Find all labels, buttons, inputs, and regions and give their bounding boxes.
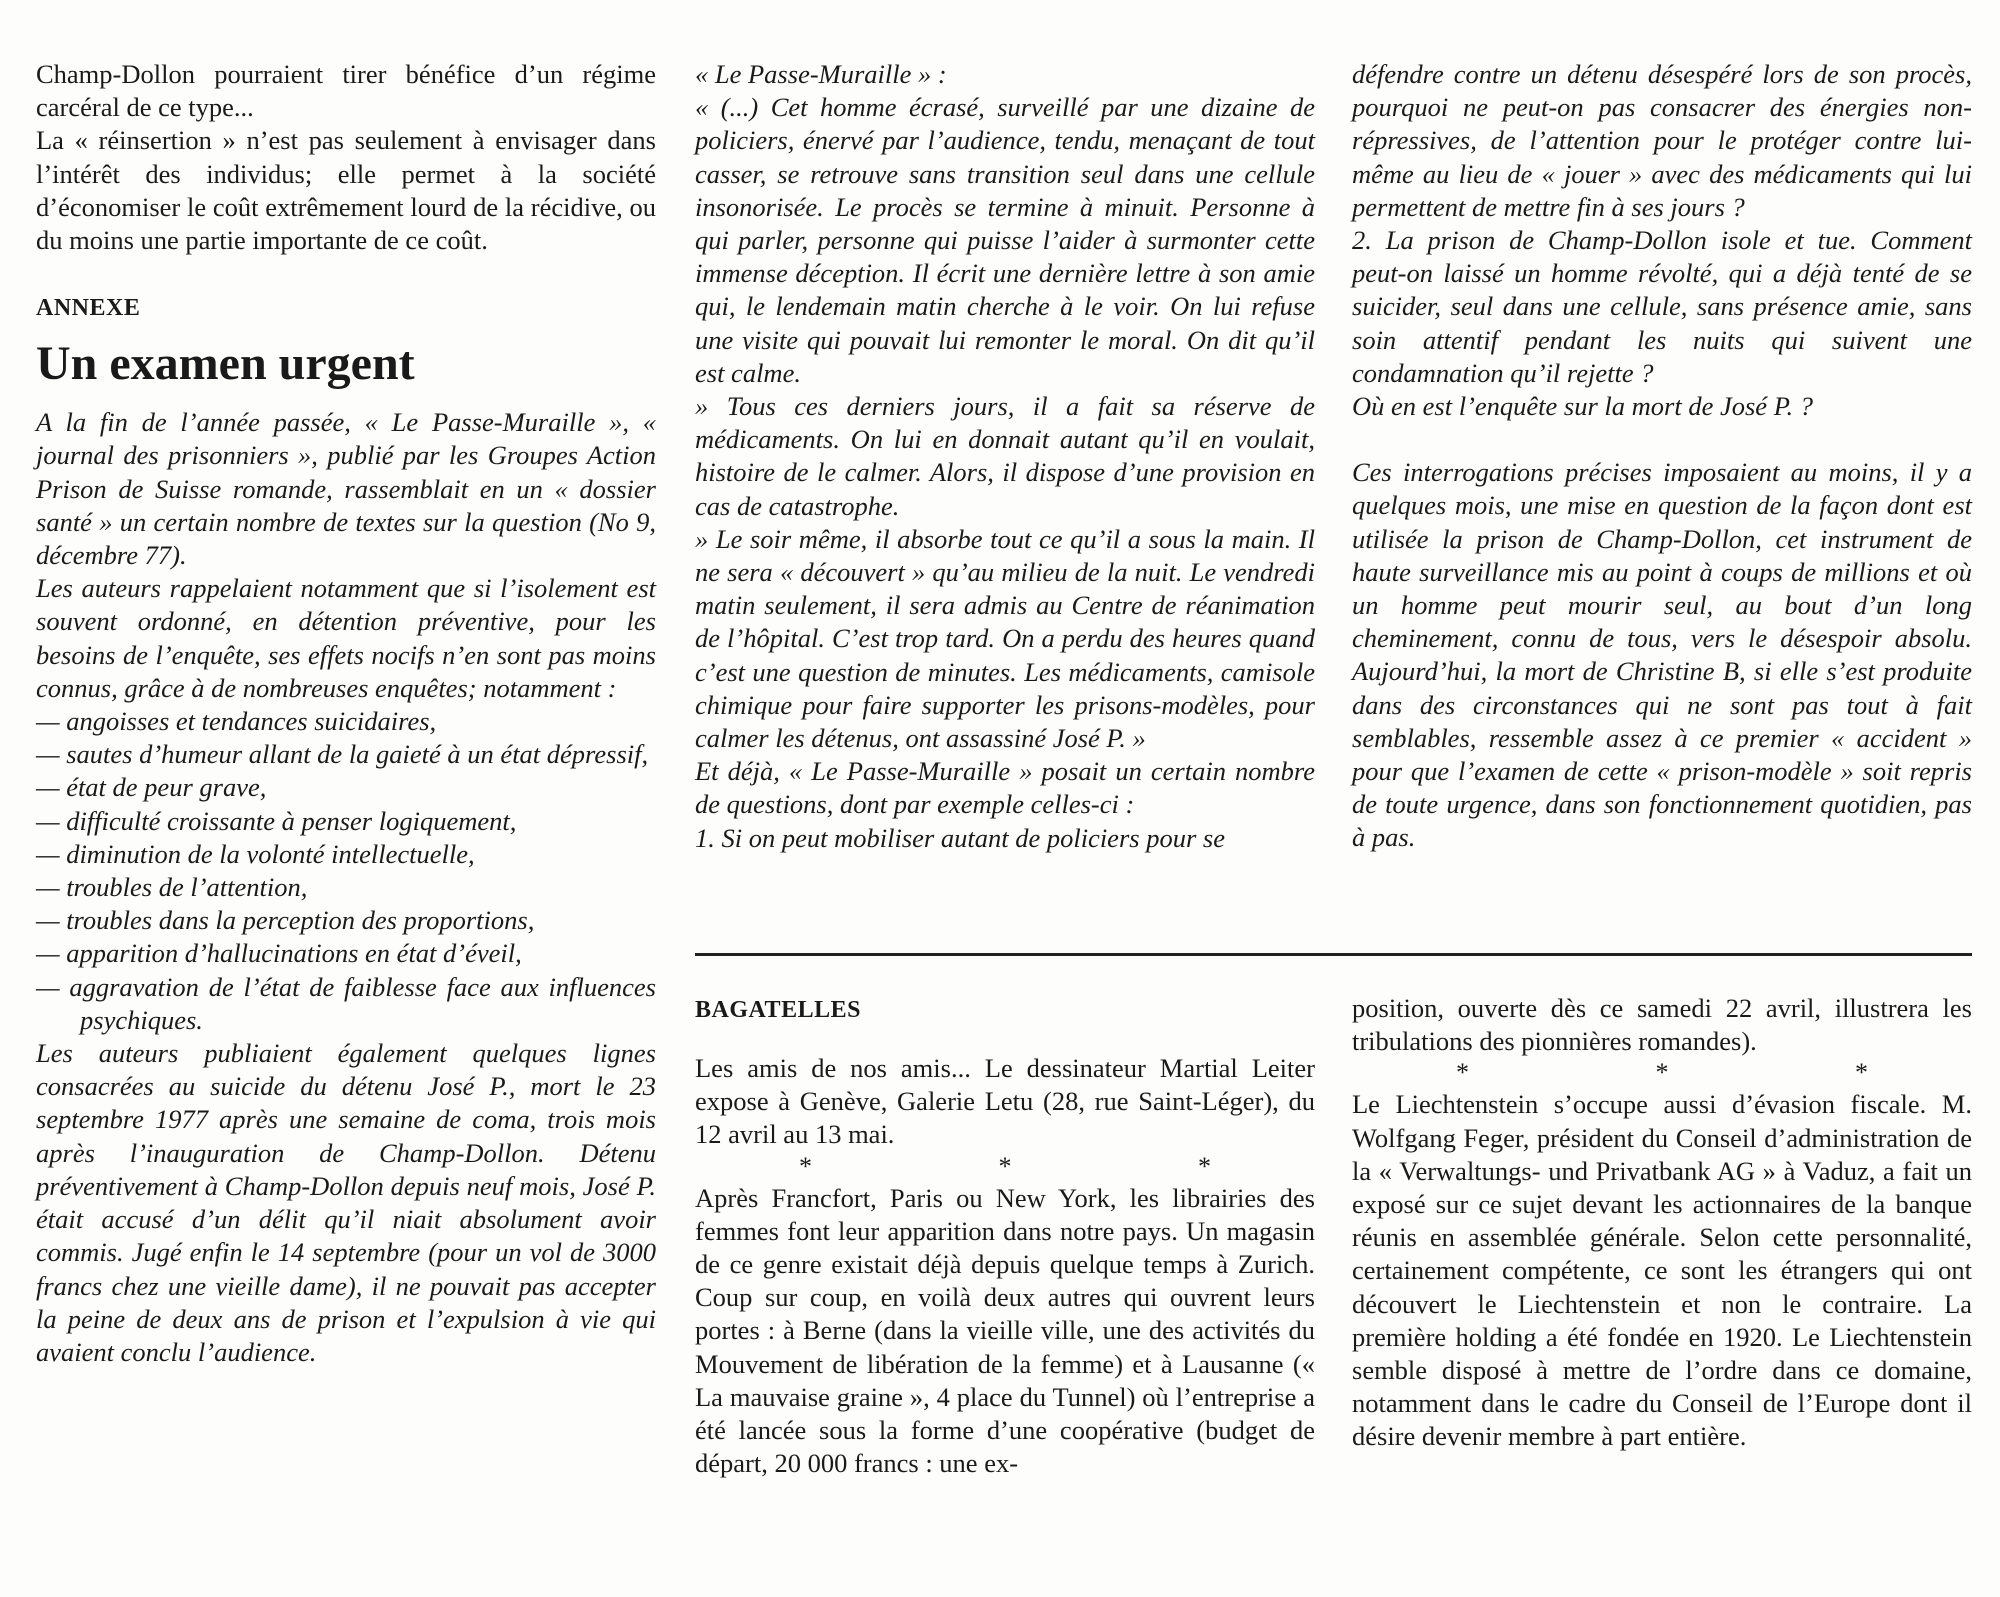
quote-paragraph-1: « (...) Cet homme écrasé, surveillé par une dizaine de policiers, énervé par l’audience, tendu, menaçant de tout casser, se retrouve sans transition seul dans une cellule insonorisée. Le procès se termine à minuit. Personne à qui parler, personne qui puisse l’aider à surmonter cette immense déception. Il écrit une dernière lettre à son amie qui, le lendemain matin cherche à le voir. On lui refuse une visite qui pouvait lui remonter le moral. On dit qu’il est calme.	[695, 92, 1315, 388]
section-label-bagatelles: BAGATELLES	[695, 997, 861, 1023]
list-item: — difficulté croissante à penser logiquement,	[36, 805, 517, 836]
column-2	[695, 58, 1315, 855]
article-paragraph-2: Les auteurs rappelaient notamment que si l’isolement est souvent ordonné, en détention préventive, pour les besoins de l’enquête, ses effets nocifs n’en sont pas moins connus, grâce à de nombreuses enquêtes; notamment :	[36, 573, 656, 703]
bagatelles-paragraph-2: Après Francfort, Paris ou New York, les librairies des femmes font leur apparition dans notre pays. Un magasin de ce genre existait déjà depuis quelque temps à Zurich. Coup sur coup, en voilà deux autres qui ouvrent leurs portes : à Berne (dans la vieille ville, une des activités du Mouvement de libération de la femme) et à Lausanne (« La mauvaise graine », 4 place du Tunnel) où l’entreprise a été lancée sous la forme d’une coopérative (budget de départ, 20 000 francs : une ex-	[695, 1182, 1315, 1479]
column-1	[36, 58, 656, 1369]
symptom-list	[36, 705, 656, 1037]
list-item: — sautes d’humeur allant de la gaieté à un état dépressif,	[36, 739, 649, 770]
quote-paragraph-3: » Le soir même, il absorbe tout ce qu’il a sous la main. Il ne sera « découvert » qu’au milieu de la nuit. Le vendredi matin seulement, il sera admis au Centre de réanimation de l’hôpital. C’est trop tard. On a perdu des heures quand c’est une question de minutes. Les médicaments, camisole chimique pour faire supporter les prisons-modèles, pour calmer les détenus, ont assassiné José P. »	[695, 523, 1315, 754]
spacer	[36, 257, 656, 290]
list-item: — angoisses et tendances suicidaires,	[36, 706, 437, 737]
section-divider	[695, 953, 1972, 956]
headline: Un examen urgent	[36, 337, 415, 391]
quote-paragraph-5: 1. Si on peut mobiliser autant de policiers pour se	[695, 822, 1225, 853]
quote-paragraph-2: » Tous ces derniers jours, il a fait sa réserve de médicaments. On lui en donnait autant qu’il en voulait, histoire de le calmer. Alors, il dispose d’une provision en cas de catastrophe.	[695, 391, 1315, 521]
section-label-annexe: ANNEXE	[36, 295, 141, 322]
article-paragraph-1: A la fin de l’année passée, « Le Passe-Muraille », « journal des prisonniers », publié par les Groupes Action Prison de Suisse romande, rassemblait en un « dossier santé » un certain nombre de textes sur la question (No 9, décembre 77).	[36, 407, 656, 571]
column-3	[1352, 58, 1972, 855]
list-item: — diminution de la volonté intellectuelle,	[36, 838, 475, 869]
list-item: — apparition d’hallucinations en état d’éveil,	[36, 938, 522, 969]
list-item: — troubles dans la perception des proportions,	[36, 905, 535, 936]
column3-paragraph-4: Ces interrogations précises imposaient au moins, il y a quelques mois, une mise en question de la façon dont est utilisée la prison de Champ-Dollon, cet instrument de haute surveillance mis au point à coups de millions et où un homme peut mourir seul, au bout d’un long cheminement, connu de tous, vers le désespoir absolu. Aujourd’hui, la mort de Christine B, si elle s’est produite dans des circonstances qui ne sont pas tout à fait semblables, ressemble assez à ce premier « accident » pour que l’examen de cette « prison-modèle » soit repris de toute urgence, dans son fonctionnement quotidien, pas à pas.	[1352, 457, 1972, 853]
list-item: — aggravation de l’état de faiblesse face aux influences psychiques.	[36, 971, 656, 1035]
intro-paragraph-1: Champ-Dollon pourraient tirer bénéfice d’un régime carcéral de ce type...	[36, 59, 656, 123]
article-paragraph-3: Les auteurs publiaient également quelques lignes consacrées au suicide du détenu José P., mort le 23 septembre 1977 après une semaine de coma, trois mois après l’inauguration de Champ-Dollon. Détenu préventivement à Champ-Dollon depuis neuf mois, José P. était accusé d’un délit qu’il niait absolument avoir commis. Jugé enfin le 14 septembre (pour un vol de 3000 francs chez une vieille dame), il ne pouvait pas accepter la peine de deux ans de prison et l’expulsion à vie qui avaient conclu l’audience.	[36, 1038, 656, 1367]
column3-paragraph-2: 2. La prison de Champ-Dollon isole et tue. Comment peut-on laissé un homme révolté, qui a déjà tenté de se suicider, seul dans une cellule, sans présence amie, sans soin attentif pendant les nuits qui suivent une condamnation qu’il rejette ?	[1352, 225, 1972, 388]
separator-stars: * * *	[799, 1151, 1301, 1181]
list-item: — troubles de l’attention,	[36, 872, 308, 903]
bagatelles-column-left	[695, 992, 1315, 1480]
bagatelles-paragraph-4: Le Liechtenstein s’occupe aussi d’évasion fiscale. M. Wolfgang Feger, président du Conseil d’administration de la « Verwaltungs- und Privatbank AG » à Vaduz, a fait un exposé sur ce sujet devant les actionnaires de la banque réunis en assemblée générale. Selon cette personnalité, certainement compétente, ce sont les étrangers qui ont découvert le Liechtenstein et non le contraire. La première holding a été fondée en 1920. Le Liechtenstein semble disposé à mettre de l’ordre dans ce domaine, notamment dans le cadre du Conseil de l’Europe dont il désire devenir membre à part entière.	[1352, 1089, 1972, 1452]
separator-stars: * * *	[1456, 1058, 1958, 1088]
intro-paragraph-2: La « réinsertion » n’est pas seulement à envisager dans l’intérêt des individus; elle permet à la société d’économiser le coût extrêmement lourd de la récidive, ou du moins une partie importante de ce coût.	[36, 125, 656, 256]
quote-source-label: « Le Passe-Muraille » :	[695, 59, 947, 89]
list-item: — état de peur grave,	[36, 772, 267, 803]
spacer	[1352, 423, 1972, 456]
spacer	[695, 1028, 1315, 1052]
quote-paragraph-4: Et déjà, « Le Passe-Muraille » posait un certain nombre de questions, dont par exemple celles-ci :	[695, 756, 1315, 820]
bagatelles-column-right	[1352, 992, 1972, 1454]
bagatelles-paragraph-1: Les amis de nos amis... Le dessinateur Martial Leiter expose à Genève, Galerie Letu (28, rue Saint-Léger), du 12 avril au 13 mai.	[695, 1053, 1315, 1150]
column3-paragraph-1: défendre contre un détenu désespéré lors de son procès, pourquoi ne peut-on pas consacrer des énergies non-répressives, de l’attention pour le protéger contre lui-même au lieu de « jouer » avec des médicaments qui lui permettent de mettre fin à ses jours ?	[1352, 59, 1972, 222]
column3-paragraph-3: Où en est l’enquête sur la mort de José P. ?	[1352, 391, 1813, 422]
bagatelles-paragraph-3: position, ouverte dès ce samedi 22 avril, illustrera les tribulations des pionnières romandes).	[1352, 993, 1972, 1057]
